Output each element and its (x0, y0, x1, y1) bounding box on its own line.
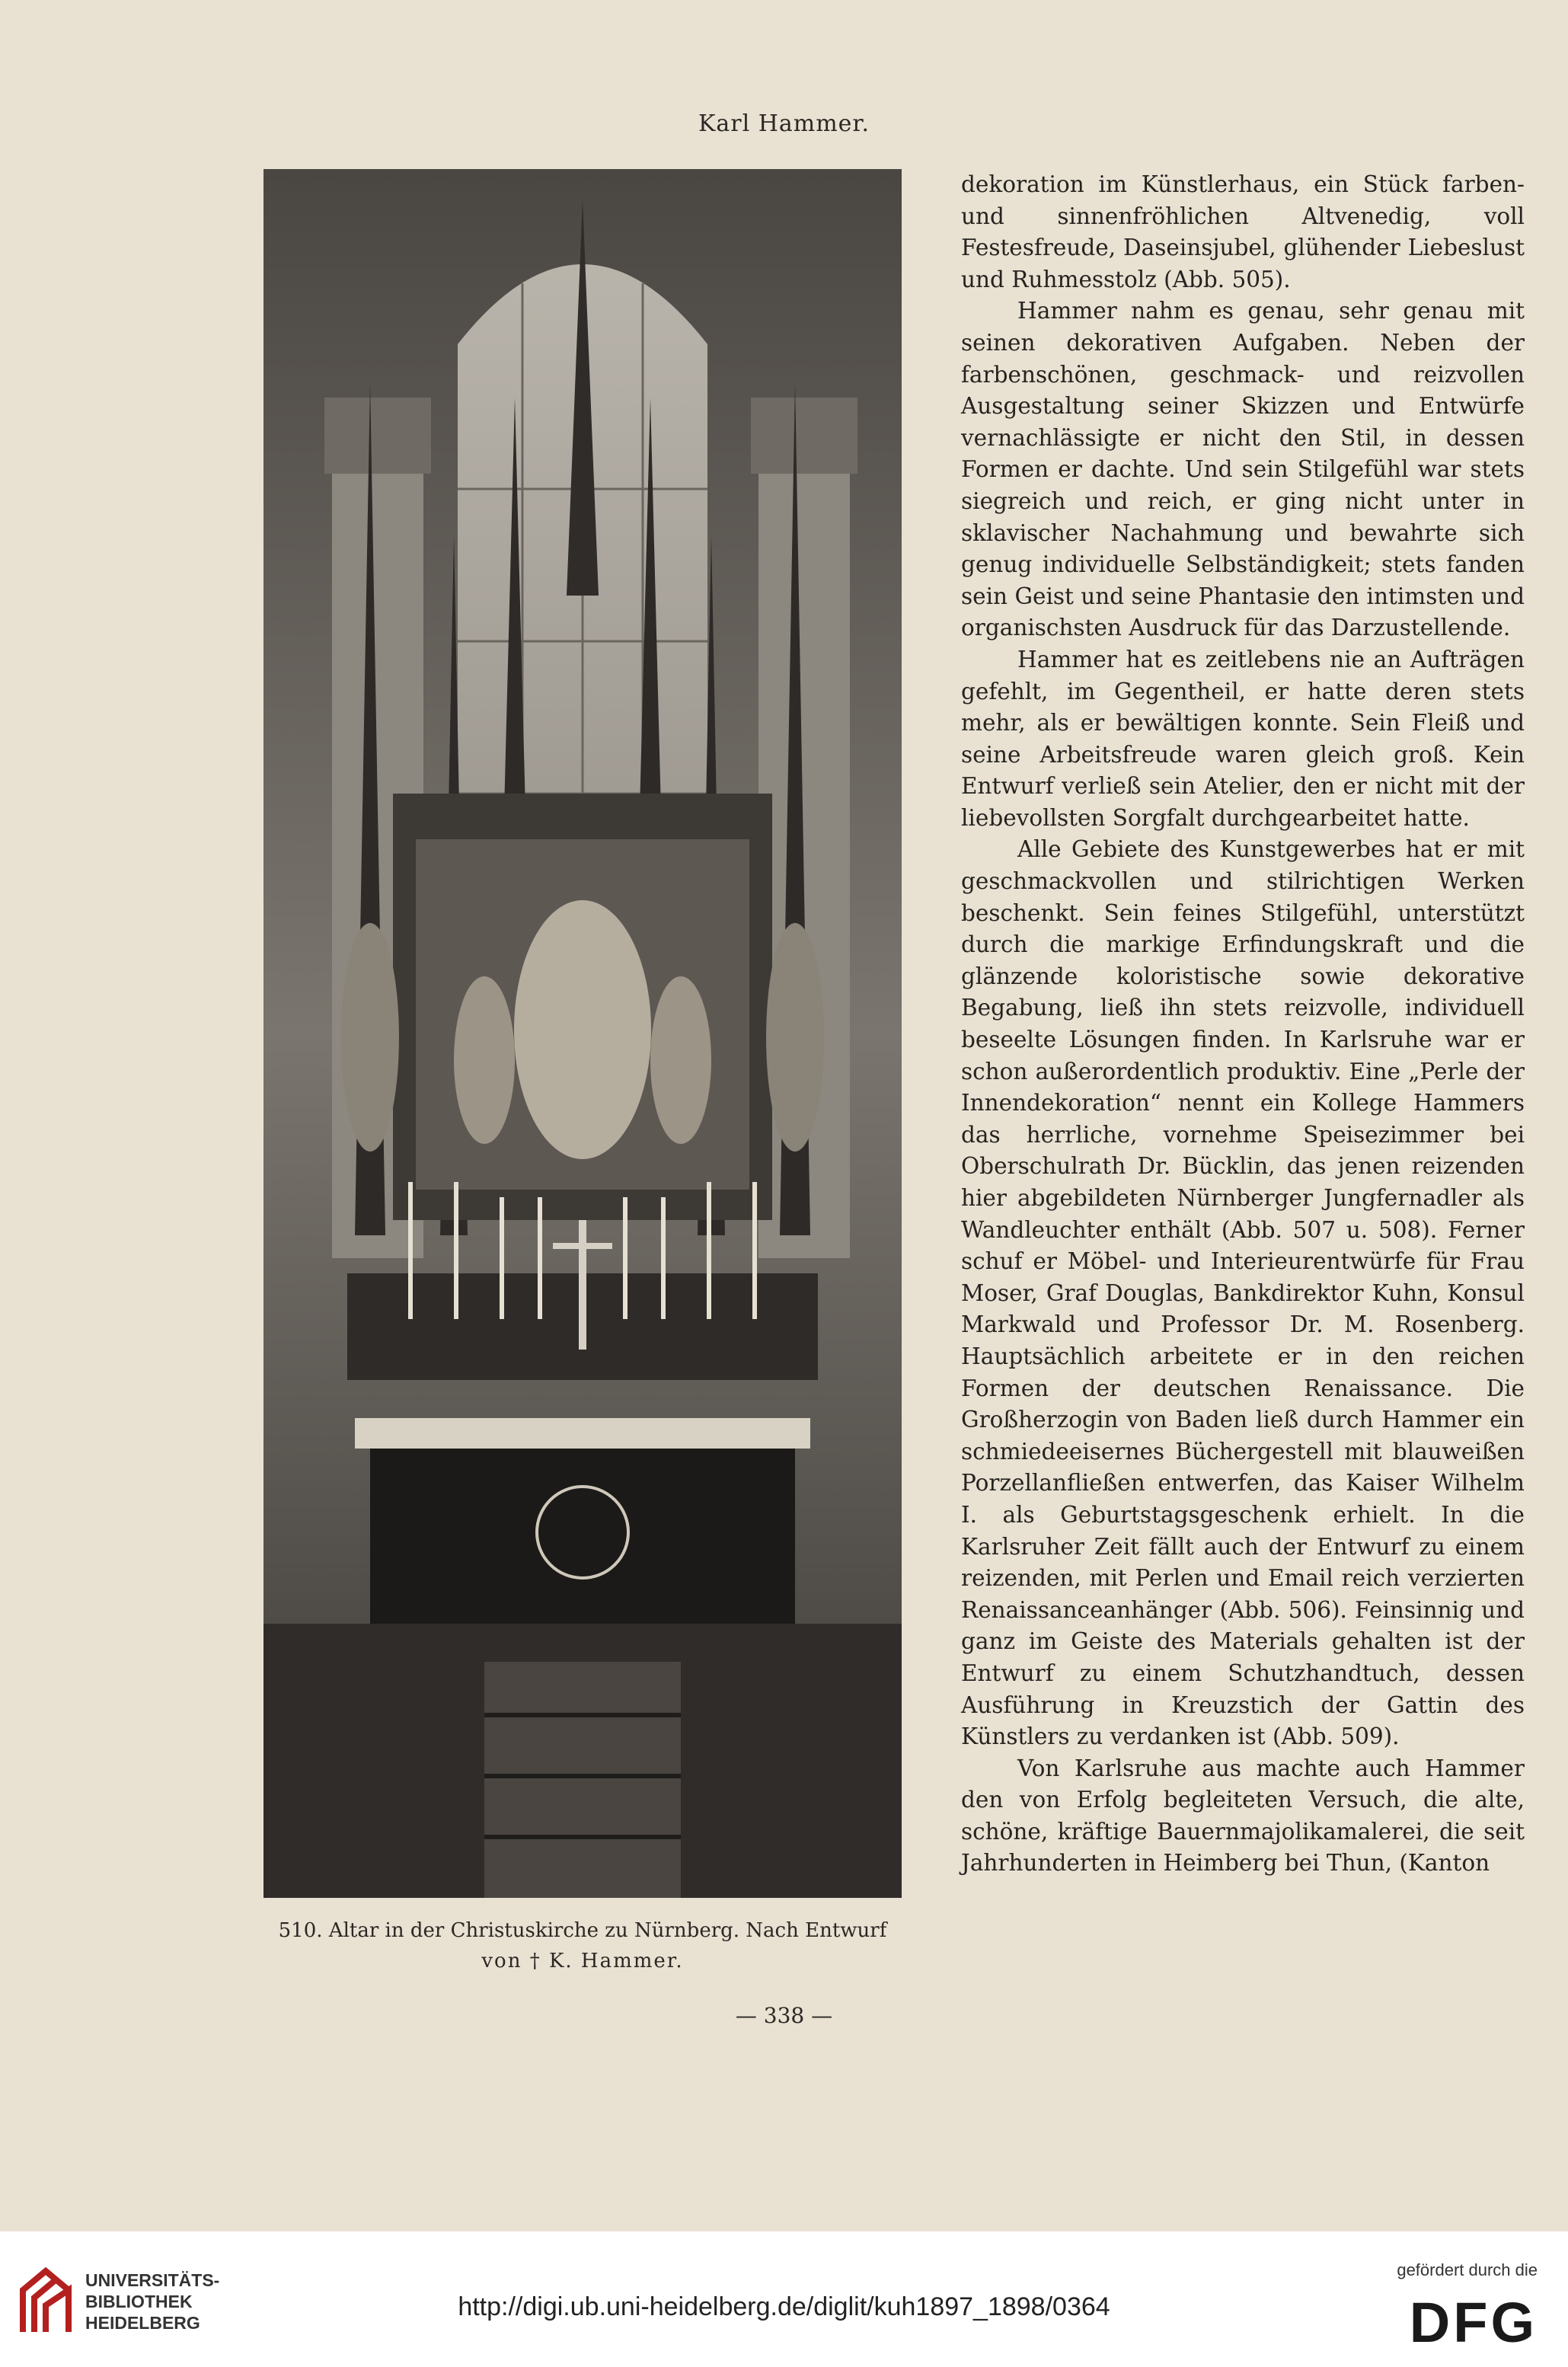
figure-caption (263, 1915, 902, 1976)
library-name-line: HEIDELBERG (85, 2313, 200, 2333)
source-url[interactable]: http://digi.ub.uni-heidelberg.de/diglit/kuh1897_1898/0364 (458, 2292, 1110, 2321)
paragraph: Hammer nahm es genau, sehr genau mit seinen dekorativen Aufgaben. Neben der farbenschönen, geschmack- und reizvollen Ausgestaltung seiner Skizzen und Entwürfe vernachlässigte er nicht den Stil, in dessen Formen er dachte. Und sein Stilgefühl war stets siegreich und reich, er ging nicht unter in sklavischer Nachahmung und bewahrte sich genug individuelle Selbständigkeit; stets fanden sein Geist und seine Phantasie den intimsten und organischsten Ausdruck für das Darzustellende. (961, 298, 1525, 641)
paragraph: Alle Gebiete des Kunstgewerbes hat er mit geschmackvollen und stilrichtigen Werken beschenkt. Sein feines Stilgefühl, unterstützt durch die markige Erfindungskraft und die glänzende koloristische sowie dekorative Begabung, ließ ihn stets reizvolle, individuell beseelte Lösungen finden. In Karlsruhe war er schon außerordentlich produktiv. Eine „Perle der Innendekoration“ nennt ein Kollege Hammers das herrliche, vornehme Speisezimmer bei Oberschulrath Dr. Bücklin, das jenen reizenden hier abgebildeten Nürnberger Jungfernadler als Wandleuchter enthält (Abb. 507 u. 508). Ferner schuf er Möbel- und Interieurentwürfe für Frau Moser, Graf Douglas, Bankdirektor Kuhn, Konsul Markwald und Professor Dr. M. Rosenberg. Hauptsächlich arbeitete er in den reichen Formen der deutschen Renaissance. Die Großherzogin von Baden ließ durch Hammer ein schmiedeeisernes Büchergestell mit blauweißen Porzellanfließen entwerfen, das Kaiser Wilhelm I. als Geburtstagsgeschenk erhielt. In die Karlsruher Zeit fällt auch der Entwurf zu einem reizenden, mit Perlen und Email reich verzierten Renaissanceanhänger (Abb. 506). Feinsinnig und ganz im Geiste des Materials gehalten ist der Entwurf zu einem Schutzhandtuch, dessen Ausführung in Kreuzstich der Gattin des Künstlers zu verdanken ist (Abb. 509). (961, 836, 1525, 1750)
altar-illustration (263, 169, 902, 1898)
paragraph: Von Karlsruhe aus machte auch Hammer den von Erfolg begleiteten Versuch, die alte, schöne, kräftige Bauernmajolikamalerei, die seit Jahrhunderten in Heimberg bei Thun, (Kanton (961, 1755, 1525, 1877)
paragraph: Hammer hat es zeitlebens nie an Aufträgen gefehlt, im Gegentheil, er hatte deren stets mehr, als er bewältigen konnte. Sein Fleiß und seine Arbeitsfreude waren gleich groß. Kein Entwurf verließ sein Atelier, den er nicht mit der liebevollsten Sorgfalt durchgearbeitet hatte. (961, 646, 1525, 831)
library-name-line: UNIVERSITÄTS- (85, 2270, 220, 2290)
funder-note: gefördert durch die (1397, 2260, 1538, 2279)
paragraph: dekoration im Künstlerhaus, ein Stück farben- und sinnenfröhlichen Altvenedig, voll Festesfreude, Daseinsjubel, glühender Liebeslust und Ruhmesstolz (Abb. 505). (961, 171, 1525, 292)
altar-photograph (263, 169, 902, 1898)
dfg-logo: DFG (1409, 2291, 1538, 2354)
digitization-footer (0, 2231, 1568, 2367)
caption-line-2: von † K. Hammer. (481, 1950, 684, 1972)
page-number: — 338 — (735, 2003, 833, 2028)
library-name-line: BIBLIOTHEK (85, 2292, 193, 2311)
caption-line-1: 510. Altar in der Christuskirche zu Nürnberg. Nach Entwurf (278, 1919, 887, 1942)
running-head: Karl Hammer. (698, 110, 870, 137)
body-text (961, 169, 1525, 1880)
